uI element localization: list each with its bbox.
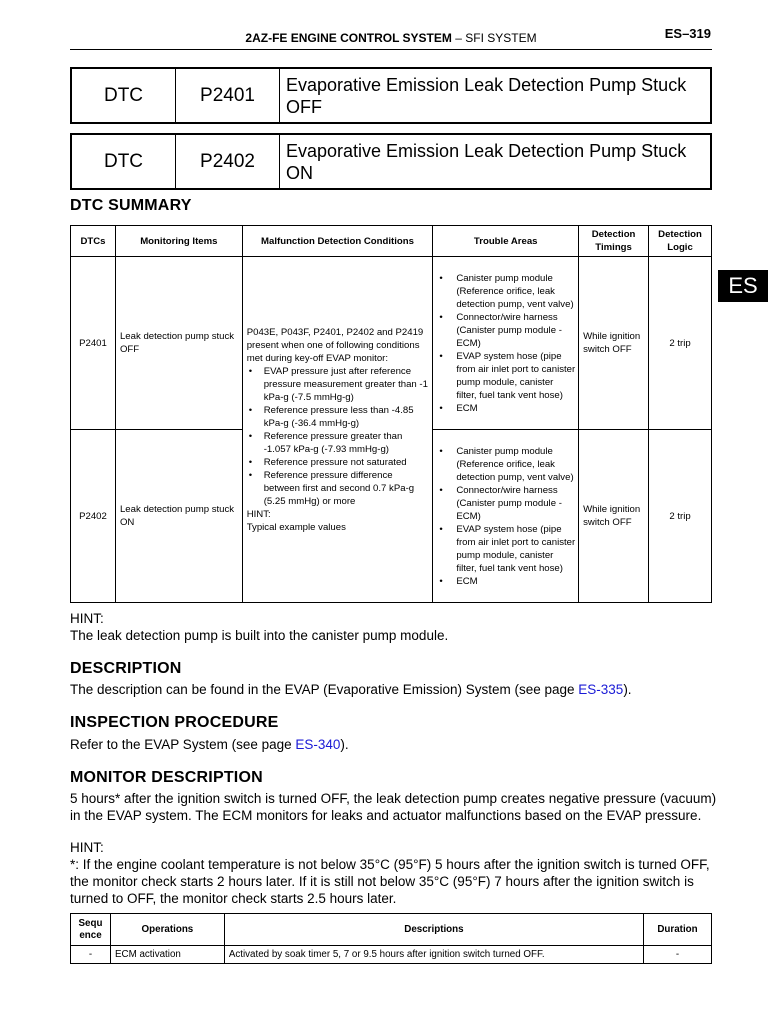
description-text-before: The description can be found in the EVAP (Evaporative Emission) System (see page (70, 682, 579, 697)
monitor-text: 5 hours* after the ignition switch is turned OFF, the leak detection pump creates negative pressure (vacuum) in the EVAP system. The ECM monitors for leaks and actuator malfunctions based on the EVAP pressure. (70, 791, 717, 823)
col-header: Sequ ence (71, 914, 111, 946)
dtc-code: P2401 (176, 69, 280, 122)
conditions-cell (242, 257, 433, 603)
col-header: Monitoring Items (115, 226, 242, 257)
page-number: ES–319 (664, 26, 711, 41)
list-item: • Reference pressure less than -4.85 kPa-g (-36.4 mmHg-g) (247, 404, 429, 430)
dtc-label: DTC (72, 135, 176, 188)
section-tab-es[interactable]: ES (718, 270, 768, 302)
detection-logic-cell: 2 trip (649, 257, 712, 430)
detection-logic-cell: 2 trip (649, 430, 712, 603)
table-row (71, 946, 712, 964)
description-text (70, 681, 718, 698)
monitor-hint-text: *: If the engine coolant temperature is not below 35°C (95°F) 5 hours after the ignition switch is turned OFF, the monitor check starts 2 hours later. If it is still not below 35°C (95°F) 7 hours after the ignition switch is turned to OFF, the monitor check starts 2.5 hours later. (70, 857, 710, 906)
list-item: • ECM (437, 575, 576, 588)
trouble-areas-list (437, 272, 576, 415)
list-item: • Canister pump module (Reference orifice, leak detection pump, vent valve) (437, 445, 576, 484)
hint-text: The leak detection pump is built into the canister pump module. (70, 628, 449, 643)
list-item: • Reference pressure not saturated (247, 456, 429, 469)
dtc-cell: P2402 (71, 430, 116, 603)
dtc-title-box (70, 67, 712, 124)
list-item: • Canister pump module (Reference orifice, leak detection pump, vent valve) (437, 272, 576, 311)
col-header: Detection Logic (649, 226, 712, 257)
dtc-summary-heading: DTC SUMMARY (70, 197, 192, 214)
list-item: • Connector/wire harness (Canister pump module - ECM) (437, 484, 576, 523)
header-separator: – (455, 31, 462, 45)
conditions-hint-label: HINT: (246, 508, 271, 520)
description-text-after: ). (623, 682, 632, 697)
detection-timing-cell: While ignition switch OFF (579, 430, 649, 603)
monitor-hint-label: HINT: (70, 840, 104, 855)
sequence-cell: - (71, 946, 111, 964)
dtc-title: Evaporative Emission Leak Detection Pump Stuck OFF (286, 74, 687, 117)
col-header: Trouble Areas (433, 226, 579, 257)
inspection-text-before: Refer to the EVAP System (see page (70, 737, 296, 752)
inspection-text (70, 736, 718, 753)
conditions-intro: P043E, P043F, P2401, P2402 and P2419 present when one of following conditions met during key-off EVAP monitor: (246, 326, 424, 364)
list-item: • ECM (437, 402, 576, 415)
dtc-label: DTC (72, 69, 176, 122)
monitoring-item-cell: Leak detection pump stuck OFF (115, 257, 242, 430)
col-header: Duration (644, 914, 712, 946)
inspection-text-after: ). (340, 737, 349, 752)
col-header: Malfunction Detection Conditions (242, 226, 433, 257)
hint-label: HINT: (70, 611, 104, 626)
detection-timing-cell: While ignition switch OFF (579, 257, 649, 430)
list-item: • EVAP system hose (pipe from air inlet port to canister pump module, canister filter, fuel tank vent hose) (437, 350, 576, 402)
conditions-hint: Typical example values (246, 521, 346, 533)
monitor-sequence-table (70, 913, 712, 964)
col-header: Detection Timings (579, 226, 649, 257)
page-link-es-340[interactable]: ES-340 (295, 737, 341, 752)
list-item: • Reference pressure difference between first and second 0.7 kPa-g (5.25 mmHg) or more (247, 469, 429, 508)
header-divider (70, 49, 712, 50)
header-subsystem: SFI SYSTEM (465, 31, 537, 45)
conditions-list (247, 365, 429, 508)
table-row (71, 257, 712, 430)
dtc-code: P2402 (176, 135, 280, 188)
col-header: Descriptions (224, 914, 643, 946)
dtc-cell: P2401 (71, 257, 116, 430)
monitor-heading: MONITOR DESCRIPTION (70, 769, 263, 786)
inspection-heading: INSPECTION PROCEDURE (70, 714, 279, 731)
page-header (70, 31, 712, 45)
trouble-areas-cell (433, 430, 579, 603)
col-header: Operations (110, 914, 224, 946)
list-item: • Reference pressure greater than -1.057 kPa-g (-7.93 mmHg-g) (247, 430, 429, 456)
list-item: • EVAP system hose (pipe from air inlet port to canister pump module, canister filter, fuel tank vent hose) (437, 523, 576, 575)
dtc-title-box (70, 133, 712, 190)
duration-cell: - (644, 946, 712, 964)
operation-cell: ECM activation (110, 946, 224, 964)
description-heading: DESCRIPTION (70, 660, 182, 677)
page-link-es-335[interactable]: ES-335 (578, 682, 624, 697)
list-item: • EVAP pressure just after reference pressure measurement greater than -1 kPa-g (-7.5 mmHg-g) (247, 365, 429, 404)
dtc-title: Evaporative Emission Leak Detection Pump Stuck ON (286, 140, 687, 183)
trouble-areas-cell (433, 257, 579, 430)
table-header-row (71, 226, 712, 257)
list-item: • Connector/wire harness (Canister pump module - ECM) (437, 311, 576, 350)
col-header: DTCs (71, 226, 116, 257)
trouble-areas-list (437, 445, 576, 588)
dtc-summary-table (70, 225, 712, 603)
description-cell: Activated by soak timer 5, 7 or 9.5 hours after ignition switch turned OFF. (224, 946, 643, 964)
table-header-row (71, 914, 712, 946)
monitoring-item-cell: Leak detection pump stuck ON (115, 430, 242, 603)
header-system: 2AZ-FE ENGINE CONTROL SYSTEM (245, 31, 452, 45)
